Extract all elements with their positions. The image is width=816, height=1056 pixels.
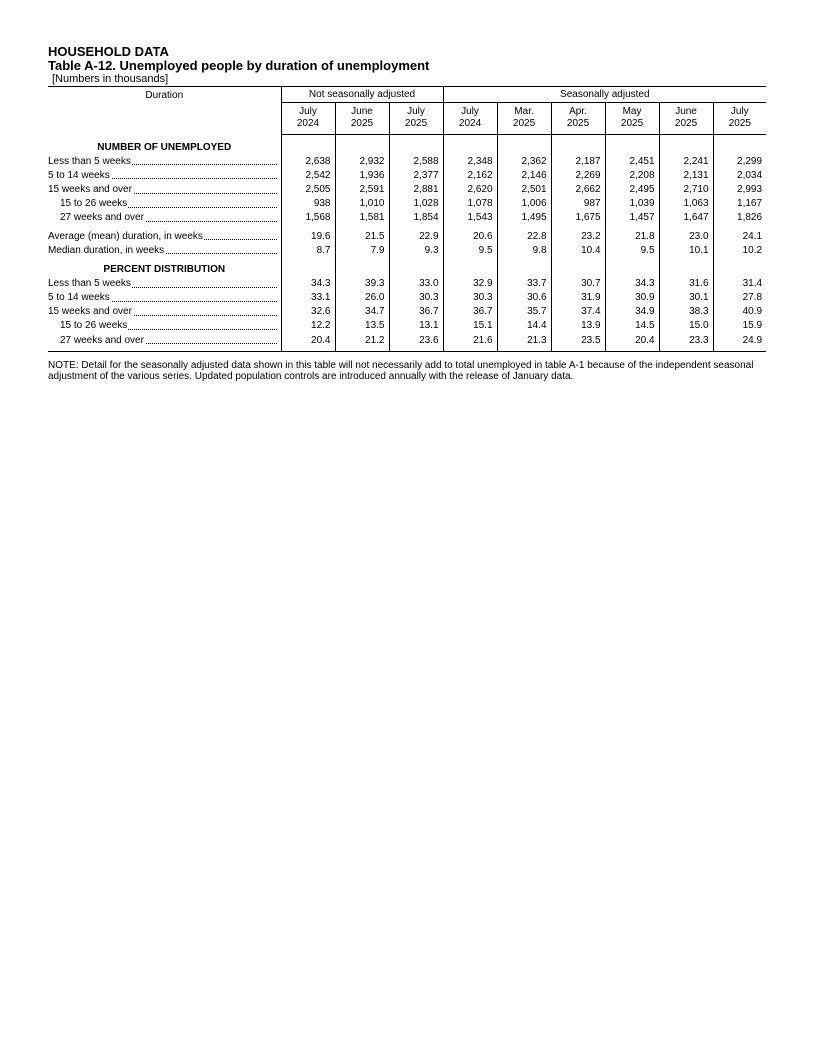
row-label-text: 5 to 14 weeks (48, 292, 110, 304)
units-note: [Numbers in thousands] (52, 73, 169, 85)
table-row (48, 211, 766, 225)
table-cell: 34.9 (605, 305, 659, 319)
group-not-seasonally-adjusted: Not seasonally adjusted (281, 87, 443, 103)
table-cell: 12.2 (281, 319, 335, 333)
table-cell: 2,348 (443, 154, 497, 168)
table-cell: 2,362 (497, 154, 551, 168)
table-cell: 30.6 (497, 291, 551, 305)
empty-cell (443, 135, 497, 155)
table-cell: 23.6 (389, 333, 443, 347)
table-note: NOTE: Detail for the seasonally adjusted data shown in this table will not necessarily add to total unemployed in table A-1 because of the independent seasonal adjustment of the various series. Updated population controls are introduced annually with the release of January data. (48, 360, 754, 383)
table-row (48, 333, 766, 347)
row-label (48, 305, 281, 319)
table-cell: 2,146 (497, 168, 551, 182)
row-label (48, 229, 281, 243)
row-label (48, 197, 281, 211)
row-label (48, 291, 281, 305)
table-cell: 34.3 (281, 276, 335, 290)
table-cell: 36.7 (389, 305, 443, 319)
table-cell: 33.1 (281, 291, 335, 305)
empty-cell (281, 257, 335, 276)
column-header-year: 2025 (674, 118, 698, 129)
empty-cell (389, 135, 443, 155)
table-cell: 23.3 (659, 333, 713, 347)
table-cell: 34.7 (335, 305, 389, 319)
rule-cell (281, 347, 335, 352)
row-label-text: 5 to 14 weeks (48, 169, 110, 181)
column-header-month: June (675, 106, 697, 117)
column-header (497, 103, 551, 135)
column-header-year: 2025 (620, 118, 644, 129)
table-body (48, 135, 766, 352)
table-cell: 2,620 (443, 182, 497, 196)
empty-cell (497, 257, 551, 276)
unemployment-duration-table (48, 86, 766, 352)
rule-cell (605, 347, 659, 352)
table-cell: 7.9 (335, 243, 389, 257)
table-cell: 1,936 (335, 168, 389, 182)
table-cell: 21.8 (605, 229, 659, 243)
rule-cell (443, 347, 497, 352)
section-heading: PERCENT DISTRIBUTION (103, 264, 226, 276)
table-cell: 26.0 (335, 291, 389, 305)
column-header-month: July (730, 106, 749, 117)
table-cell: 1,078 (443, 197, 497, 211)
empty-cell (605, 135, 659, 155)
table-cell: 20.6 (443, 229, 497, 243)
table-cell: 21.6 (443, 333, 497, 347)
column-header-month: June (351, 106, 373, 117)
rule-cell (551, 347, 605, 352)
table-cell: 1,826 (713, 211, 766, 225)
empty-cell (713, 135, 766, 155)
table-cell: 20.4 (281, 333, 335, 347)
row-label (48, 243, 281, 257)
table-cell: 2,241 (659, 154, 713, 168)
table-row (48, 182, 766, 196)
column-header (281, 103, 335, 135)
table-cell: 2,542 (281, 168, 335, 182)
column-header-year: 2025 (566, 118, 590, 129)
table-cell: 38.3 (659, 305, 713, 319)
empty-cell (443, 257, 497, 276)
table-cell: 1,167 (713, 197, 766, 211)
row-label (48, 333, 281, 347)
table-row (48, 319, 766, 333)
table-cell: 2,881 (389, 182, 443, 196)
rule-cell (659, 347, 713, 352)
table-cell: 1,581 (335, 211, 389, 225)
table-row (48, 154, 766, 168)
column-header (335, 103, 389, 135)
table-cell: 31.9 (551, 291, 605, 305)
empty-cell (551, 135, 605, 155)
row-label-text: Less than 5 weeks (48, 277, 131, 289)
empty-cell (551, 257, 605, 276)
table-row (48, 243, 766, 257)
table-cell: 987 (551, 197, 605, 211)
section-heading-row (48, 135, 766, 155)
empty-cell (659, 257, 713, 276)
table-cell: 21.2 (335, 333, 389, 347)
table-cell: 15.9 (713, 319, 766, 333)
table-cell: 1,543 (443, 211, 497, 225)
table-cell: 35.7 (497, 305, 551, 319)
document-page (48, 45, 766, 382)
row-label (48, 182, 281, 196)
table-cell: 33.7 (497, 276, 551, 290)
table-row (48, 229, 766, 243)
empty-cell (713, 257, 766, 276)
empty-cell (497, 135, 551, 155)
table-cell: 2,299 (713, 154, 766, 168)
table-cell: 9.8 (497, 243, 551, 257)
table-cell: 14.5 (605, 319, 659, 333)
row-label-text: Less than 5 weeks (48, 155, 131, 167)
column-header (551, 103, 605, 135)
section-heading: NUMBER OF UNEMPLOYED (97, 142, 232, 153)
table-cell: 31.4 (713, 276, 766, 290)
row-label (48, 154, 281, 168)
category-heading: HOUSEHOLD DATA (48, 44, 169, 59)
table-cell: 13.9 (551, 319, 605, 333)
table-cell: 24.1 (713, 229, 766, 243)
table-cell: 15.0 (659, 319, 713, 333)
table-cell: 2,932 (335, 154, 389, 168)
table-cell: 1,568 (281, 211, 335, 225)
empty-cell (659, 135, 713, 155)
empty-cell (389, 257, 443, 276)
table-cell: 1,006 (497, 197, 551, 211)
table-row (48, 276, 766, 290)
table-cell: 33.0 (389, 276, 443, 290)
table-cell: 36.7 (443, 305, 497, 319)
table-cell: 1,039 (605, 197, 659, 211)
column-header-year: 2025 (350, 118, 374, 129)
table-cell: 938 (281, 197, 335, 211)
table-cell: 2,588 (389, 154, 443, 168)
table-cell: 2,034 (713, 168, 766, 182)
table-cell: 15.1 (443, 319, 497, 333)
table-cell: 2,505 (281, 182, 335, 196)
table-cell: 34.3 (605, 276, 659, 290)
table-cell: 1,010 (335, 197, 389, 211)
row-label (48, 319, 281, 333)
duration-column-header: Duration (48, 87, 281, 135)
column-header-month: Apr. (569, 106, 587, 117)
table-cell: 30.3 (443, 291, 497, 305)
table-row (48, 305, 766, 319)
table-cell: 2,993 (713, 182, 766, 196)
table-cell: 1,028 (389, 197, 443, 211)
row-label (48, 276, 281, 290)
table-cell: 30.3 (389, 291, 443, 305)
table-cell: 2,208 (605, 168, 659, 182)
table-cell: 27.8 (713, 291, 766, 305)
row-label-text: Average (mean) duration, in weeks (48, 230, 203, 242)
column-header-year: 2025 (728, 118, 751, 129)
row-label (48, 168, 281, 182)
rule-cell (389, 347, 443, 352)
table-cell: 23.5 (551, 333, 605, 347)
row-label-text: Median duration, in weeks (48, 244, 165, 256)
table-cell: 2,591 (335, 182, 389, 196)
table-cell: 2,638 (281, 154, 335, 168)
table-cell: 32.9 (443, 276, 497, 290)
table-cell: 13.1 (389, 319, 443, 333)
table-cell: 10.4 (551, 243, 605, 257)
table-cell: 30.7 (551, 276, 605, 290)
column-header-month: July (461, 106, 479, 117)
column-header-year: 2025 (512, 118, 536, 129)
rule-cell (335, 347, 389, 352)
table-cell: 13.5 (335, 319, 389, 333)
row-label-text: 15 weeks and over (48, 306, 132, 318)
column-header-month: Mar. (514, 106, 534, 117)
column-header-month: May (622, 106, 642, 117)
column-header (605, 103, 659, 135)
table-cell: 10.2 (713, 243, 766, 257)
rule-cell (48, 347, 281, 352)
section-heading-row (48, 257, 766, 276)
table-title: Table A-12. Unemployed people by duration of unemployment (48, 58, 430, 73)
table-cell: 1,457 (605, 211, 659, 225)
table-cell: 24.9 (713, 333, 766, 347)
table-cell: 2,501 (497, 182, 551, 196)
row-label-text: 15 to 26 weeks (60, 320, 128, 332)
table-cell: 23.2 (551, 229, 605, 243)
table-row (48, 168, 766, 182)
column-header (713, 103, 766, 135)
table-cell: 2,131 (659, 168, 713, 182)
table-cell: 19.6 (281, 229, 335, 243)
table-cell: 2,377 (389, 168, 443, 182)
empty-cell (605, 257, 659, 276)
table-cell: 30.9 (605, 291, 659, 305)
table-cell: 21.5 (335, 229, 389, 243)
column-header (443, 103, 497, 135)
empty-cell (335, 257, 389, 276)
table-cell: 2,451 (605, 154, 659, 168)
column-header-month: July (299, 106, 317, 117)
group-seasonally-adjusted: Seasonally adjusted (443, 87, 766, 103)
table-cell: 22.8 (497, 229, 551, 243)
row-label-text: 15 to 26 weeks (60, 198, 128, 210)
table-cell: 37.4 (551, 305, 605, 319)
table-cell: 2,710 (659, 182, 713, 196)
table-cell: 20.4 (605, 333, 659, 347)
table-cell: 1,854 (389, 211, 443, 225)
table-cell: 39.3 (335, 276, 389, 290)
row-label (48, 211, 281, 225)
rule-cell (713, 347, 766, 352)
table-cell: 10.1 (659, 243, 713, 257)
table-cell: 2,495 (605, 182, 659, 196)
rule-cell (497, 347, 551, 352)
table-cell: 23.0 (659, 229, 713, 243)
table-cell: 2,269 (551, 168, 605, 182)
table-cell: 1,063 (659, 197, 713, 211)
table-cell: 31.6 (659, 276, 713, 290)
table-cell: 21.3 (497, 333, 551, 347)
column-header-year: 2025 (404, 118, 428, 129)
table-cell: 14.4 (497, 319, 551, 333)
empty-cell (335, 135, 389, 155)
table-row (48, 197, 766, 211)
table-cell: 2,187 (551, 154, 605, 168)
table-cell: 40.9 (713, 305, 766, 319)
table-bottom-rule (48, 347, 766, 352)
row-label-text: 27 weeks and over (60, 212, 144, 224)
table-cell: 9.5 (443, 243, 497, 257)
table-cell: 22.9 (389, 229, 443, 243)
empty-cell (281, 135, 335, 155)
column-header (389, 103, 443, 135)
table-cell: 30.1 (659, 291, 713, 305)
table-cell: 1,647 (659, 211, 713, 225)
column-header (659, 103, 713, 135)
table-cell: 1,675 (551, 211, 605, 225)
row-label-text: 27 weeks and over (60, 334, 144, 346)
table-cell: 1,495 (497, 211, 551, 225)
table-cell: 9.3 (389, 243, 443, 257)
table-cell: 2,162 (443, 168, 497, 182)
table-cell: 32.6 (281, 305, 335, 319)
table-cell: 2,662 (551, 182, 605, 196)
table-cell: 8.7 (281, 243, 335, 257)
column-header-month: July (407, 106, 425, 117)
column-header-year: 2024 (458, 118, 482, 129)
column-header-year: 2024 (296, 118, 320, 129)
row-label-text: 15 weeks and over (48, 183, 132, 195)
table-row (48, 291, 766, 305)
table-cell: 9.5 (605, 243, 659, 257)
